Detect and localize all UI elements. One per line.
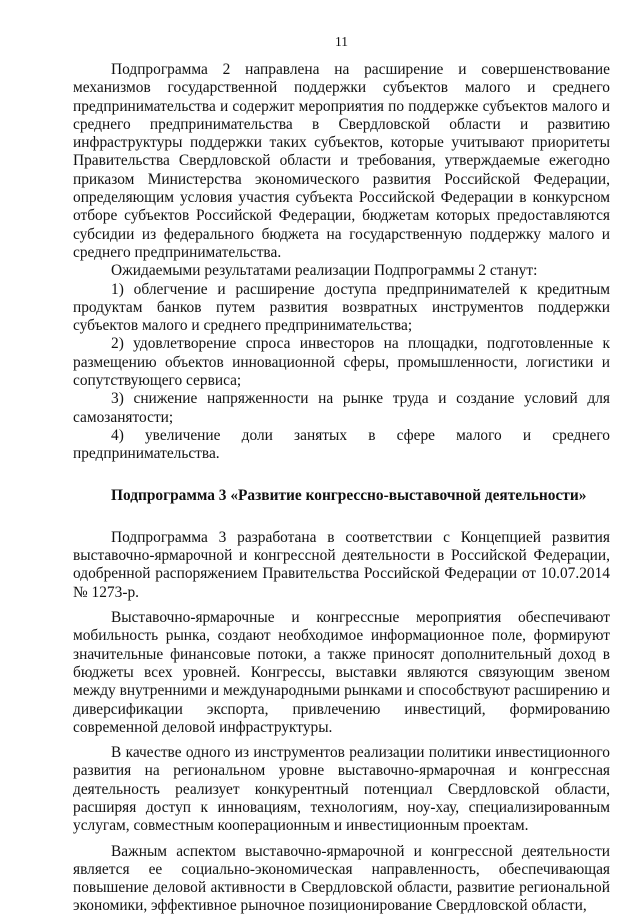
subprogram2-result-item-3: 3) снижение напряженности на рынке труда и создание условий для самозанятости; [73,390,610,426]
subprogram3-heading: Подпрограмма 3 «Развитие конгрессно-выставочной деятельности» [111,486,587,504]
page-number: 11 [335,34,348,49]
subprogram2-result-item-4: 4) увеличение доли занятых в сфере малого и среднего предпринимательства. [73,426,610,463]
subprogram2-intro-paragraph: Подпрограмма 2 направлена на расширение и совершенствование механизмов государственной поддержки субъектов малого и среднего предпринимательства и содержит мероприятия по поддержке субъектов малого и среднего предпринимательства в Свердловской области и развитию инфраструктуры поддержки таких субъектов, которые учитывают приоритеты Правительства Свердловской области и требования, утверждаемые ежегодно приказом Министерства экономического развития Российской Федерации, определяющим условия участия субъекта Российской Федерации в конкурсном отборе субъектов Российской Федерации, бюджетам которых предоставляются субсидии из федерального бюджета на государственную поддержку малого и среднего предпринимательства. [73,61,610,261]
subprogram3-paragraph-1: Подпрограмма 3 разработана в соответствии с Концепцией развития выставочно-ярмарочной и конгрессной деятельности в Российской Федерации, одобренной распоряжением Правительства Российской Федерации от 10.07.2014 № 1273-р. [73,528,610,601]
document-body [73,61,610,916]
subprogram3-paragraph-3: В качестве одного из инструментов реализации политики инвестиционного развития на региональном уровне выставочно-ярмарочная и конгрессная деятельность реализует конкурентный потенциал Свердловской области, расширяя доступ к инновациям, технологиям, ноу-хау, специализированным услугам, совместным кооперационным и инвестиционным проектам. [73,744,610,835]
subprogram3-paragraph-4: Важным аспектом выставочно-ярмарочной и конгрессной деятельности является ее социально-экономическая направленность, обеспечивающая повышение деловой активности в Свердловской области, развитие региональной экономики, эффективное рыночное позиционирование Свердловской области, [73,842,610,915]
subprogram2-results-lead: Ожидаемыми результатами реализации Подпрограммы 2 станут: [111,262,538,280]
subprogram2-result-item-1: 1) облегчение и расширение доступа предпринимателей к кредитным продуктам банков путем развития возвратных инструментов поддержки субъектов малого и среднего предпринимательства; [73,280,610,335]
subprogram2-result-item-2: 2) удовлетворение спроса инвесторов на площадки, подготовленные к размещению объектов инновационной сферы, промышленности, логистики и сопутствующего сервиса; [73,335,610,390]
subprogram3-paragraph-2: Выставочно-ярмарочные и конгрессные мероприятия обеспечивают мобильность рынка, создают необходимое информационное поле, формируют значительные финансовые потоки, а также приносят дополнительный доход в бюджеты всех уровней. Конгрессы, выставки являются связующим звеном между внутренними и международными рынками и способствуют расширению и диверсификации экспорта, привлечению инвестиций, формированию современной деловой инфраструктуры. [73,609,610,736]
